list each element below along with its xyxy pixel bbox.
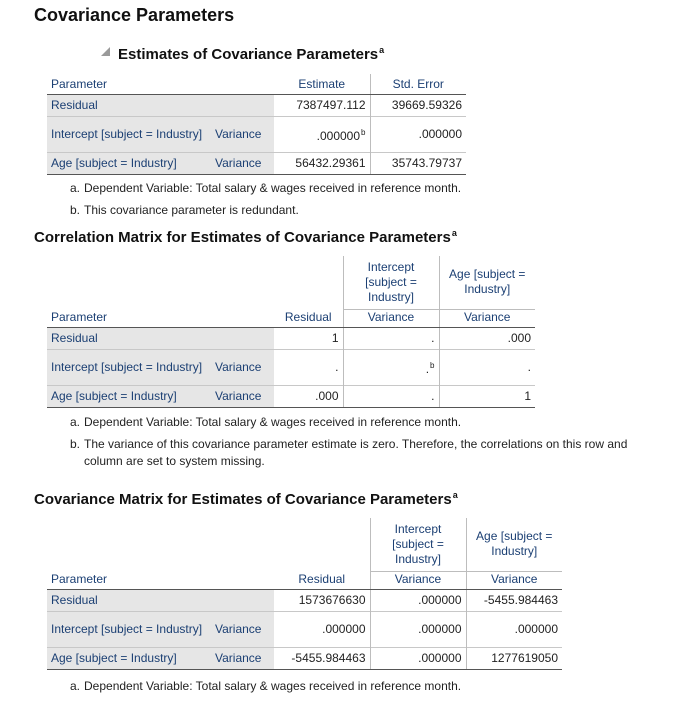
row-sublabel-variance: Variance	[211, 647, 274, 669]
estimates-table-title	[118, 45, 384, 63]
estimates-title-footnote-mark: a	[379, 45, 385, 55]
covariance-matrix-table	[47, 518, 562, 670]
col-header-variance: Variance	[466, 571, 562, 589]
col-header-variance: Variance	[343, 309, 439, 327]
cell-value: 1277619050	[466, 647, 562, 669]
cell-value: .000000	[370, 611, 466, 647]
footnote	[70, 436, 650, 470]
cell-value: .	[343, 385, 439, 407]
cell-footnote-mark: b	[361, 127, 366, 137]
cell-value: .	[439, 349, 535, 385]
col-header-estimate: Estimate	[274, 74, 370, 94]
col-group-age: Age [subject = Industry]	[466, 518, 562, 571]
table-row	[47, 385, 535, 407]
col-header-residual: Residual	[274, 571, 370, 589]
covariance-matrix-title	[34, 490, 458, 508]
col-header-variance: Variance	[370, 571, 466, 589]
footnote-text: Dependent Variable: Total salary & wages received in reference month.	[84, 679, 462, 693]
estimates-table	[47, 74, 466, 175]
col-group-intercept: Intercept [subject = Industry]	[343, 256, 439, 309]
table-row	[47, 647, 562, 669]
row-label-age: Age [subject = Industry]	[47, 152, 211, 174]
table-row	[47, 349, 535, 385]
covariance-title-footnote-mark: a	[452, 490, 458, 500]
row-sublabel-variance: Variance	[211, 349, 274, 385]
cell-std-error: .000000	[370, 116, 466, 152]
cell-value: .000	[439, 327, 535, 349]
collapse-triangle-icon[interactable]	[101, 47, 110, 56]
col-header-parameter: Parameter	[47, 309, 211, 327]
table-row	[47, 116, 466, 152]
row-label-residual: Residual	[47, 327, 274, 349]
col-group-intercept: Intercept [subject = Industry]	[370, 518, 466, 571]
footnote	[70, 202, 299, 219]
col-header-parameter: Parameter	[47, 571, 211, 589]
cell-value: .000000	[370, 589, 466, 611]
cell-value: .	[274, 349, 343, 385]
row-label-age: Age [subject = Industry]	[47, 647, 211, 669]
correlation-title-text: Correlation Matrix for Estimates of Covariance Parameters	[34, 229, 451, 246]
footnote	[70, 180, 461, 197]
row-sublabel-variance: Variance	[211, 385, 274, 407]
cell-std-error: 35743.79737	[370, 152, 466, 174]
footnote-letter: b.	[70, 437, 81, 451]
cell-estimate: 56432.29361	[274, 152, 370, 174]
correlation-title-footnote-mark: a	[451, 228, 457, 238]
row-sublabel-variance: Variance	[211, 611, 274, 647]
footnote-text: This covariance parameter is redundant.	[84, 203, 299, 217]
col-header-variance: Variance	[439, 309, 535, 327]
row-label-residual: Residual	[47, 589, 274, 611]
correlation-table	[47, 256, 535, 408]
footnote-text: The variance of this covariance parameter estimate is zero. Therefore, the correlations on this row and column are set to system missing.	[84, 437, 628, 468]
cell-footnote-mark: b	[430, 360, 435, 370]
table-row	[47, 611, 562, 647]
cell-value: 1	[439, 385, 535, 407]
col-header-residual: Residual	[274, 309, 343, 327]
footnote	[70, 414, 461, 431]
col-header-std-error: Std. Error	[370, 74, 466, 94]
cell-value: 1573676630	[298, 592, 366, 607]
correlation-table-title	[34, 228, 457, 246]
footnote-letter: b.	[70, 203, 81, 217]
col-header-parameter: Parameter	[47, 74, 211, 94]
cell-estimate-value: .000000	[316, 128, 361, 143]
row-sublabel-variance: Variance	[211, 152, 274, 174]
footnote-text: Dependent Variable: Total salary & wages received in reference month.	[84, 181, 462, 195]
table-row	[47, 94, 466, 116]
cell-value: .000000	[466, 611, 562, 647]
page-title: Covariance Parameters	[34, 5, 235, 25]
row-label-age: Age [subject = Industry]	[47, 385, 211, 407]
row-label-intercept: Intercept [subject = Industry]	[47, 349, 211, 385]
cell-value: .000000	[274, 611, 370, 647]
cell-value: -5455.984463	[466, 589, 562, 611]
cell-value: .000000	[370, 647, 466, 669]
footnote	[70, 678, 461, 695]
cell-value	[343, 349, 439, 385]
cell-value: .	[343, 327, 439, 349]
cell-estimate: 7387497.112	[296, 97, 366, 112]
cell-std-error: 39669.59326	[370, 94, 466, 116]
row-label-intercept: Intercept [subject = Industry]	[47, 611, 211, 647]
estimates-title-text: Estimates of Covariance Parameters	[118, 46, 379, 63]
covariance-title-text: Covariance Matrix for Estimates of Covariance Parameters	[34, 491, 452, 508]
cell-estimate	[274, 116, 370, 152]
footnote-text: Dependent Variable: Total salary & wages received in reference month.	[84, 415, 462, 429]
cell-value: .000	[274, 385, 343, 407]
table-row	[47, 327, 535, 349]
cell-value-text: .	[425, 361, 430, 376]
row-sublabel-variance: Variance	[211, 116, 274, 152]
col-group-age: Age [subject = Industry]	[439, 256, 535, 309]
row-label-residual: Residual	[47, 94, 274, 116]
footnote-letter: a.	[70, 679, 81, 693]
table-row	[47, 152, 466, 174]
row-label-intercept: Intercept [subject = Industry]	[47, 116, 211, 152]
cell-value: -5455.984463	[274, 647, 370, 669]
footnote-letter: a.	[70, 415, 81, 429]
table-row	[47, 589, 562, 611]
footnote-letter: a.	[70, 181, 81, 195]
cell-value: 1	[331, 330, 339, 345]
